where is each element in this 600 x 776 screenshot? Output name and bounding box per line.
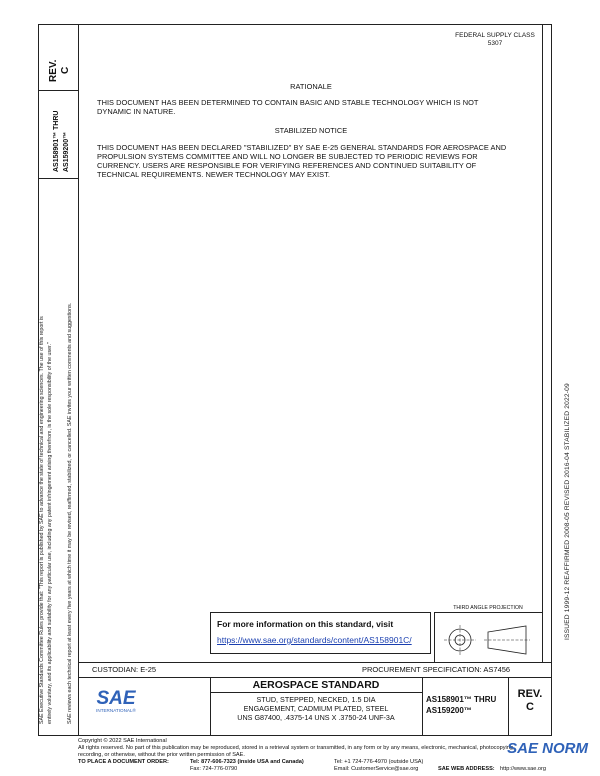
rationale-heading: RATIONALE: [290, 82, 332, 91]
custodian: CUSTODIAN: E-25: [92, 665, 157, 674]
left-column-divider: [78, 24, 79, 736]
projection-label: THIRD ANGLE PROJECTION: [453, 605, 523, 611]
more-info-box: [210, 612, 431, 654]
stabilized-line2: PROPULSION SYSTEMS COMMITTEE AND WILL NO LONGER BE SUBJECTED TO PERIODIC REVIEWS FOR: [97, 152, 478, 161]
rev-vertical: [48, 60, 72, 82]
stabilized-text: [97, 143, 537, 179]
order-phones: [190, 759, 304, 773]
watermark: SAE NORM: [507, 740, 588, 757]
doc-number-vertical: [52, 111, 72, 172]
footer-rights: [78, 738, 554, 759]
more-info-title: For more information on this standard, visit: [217, 619, 394, 629]
sae-logo-icon: [88, 684, 144, 714]
tel-us: Tel: 877-606-7323 (inside USA and Canada): [190, 759, 304, 765]
legal-line2: entirely voluntary, and its applicability and suitability for any particular use, including any patent infringement arising therefrom, is the sole responsibility of the user.": [47, 342, 53, 724]
rights-line1: All rights reserved. No part of this publication may be reproduced, stored in a retrieval system or transmitted, in any form or by any means, electronic, mechanical, photocopying,: [78, 745, 515, 751]
rev-label: REV.: [48, 59, 59, 82]
stabilized-line3: CURRENCY. USERS ARE RESPONSIBLE FOR VERIFYING REFERENCES AND CONTINUED SUITABILITY OF: [97, 161, 477, 170]
stabilized-line1: THIS DOCUMENT HAS BEEN DECLARED "STABILIZED" BY SAE E-25 GENERAL STANDARDS FOR AEROSPACE AND: [97, 143, 507, 152]
desc-line3: UNS G87400, .4375-14 UNS X .3750-24 UNF-3A: [237, 713, 395, 722]
copyright: Copyright © 2022 SAE International: [78, 738, 167, 744]
order-intl: [334, 759, 423, 773]
rationale-text: [97, 98, 537, 116]
fsc-value: 5307: [487, 40, 503, 47]
rev-cell-divider: [38, 90, 78, 91]
part-description: [210, 695, 422, 722]
custodian-top-rule: [78, 662, 552, 663]
procurement-spec: PROCUREMENT SPECIFICATION: AS7456: [362, 665, 511, 674]
title-band-rule: [210, 692, 422, 693]
email[interactable]: Email: CustomerService@sae.org: [334, 766, 419, 772]
title-rev-value: C: [526, 701, 534, 713]
title-rev: [508, 688, 552, 714]
standard-link[interactable]: https://www.sae.org/standards/content/AS158901C/: [217, 635, 412, 645]
desc-line2: ENGAGEMENT, CADMIUM PLATED, STEEL: [243, 704, 389, 713]
logo-text: SAE: [96, 688, 136, 709]
right-margin-dates: [564, 383, 572, 640]
desc-line1: STUD, STEPPED, NECKED, 1.5 DIA: [256, 695, 376, 704]
fsc-label: FEDERAL SUPPLY CLASS: [455, 32, 535, 39]
projection-left-rule: [434, 612, 435, 662]
rationale-line1: THIS DOCUMENT HAS BEEN DETERMINED TO CONTAIN BASIC AND STABLE TECHNOLOGY WHICH IS NOT: [97, 98, 479, 107]
dates-text: ISSUED 1999-12 REAFFIRMED 2008-05 REVISED 2016-04 STABILIZED 2022-09: [564, 383, 571, 640]
order-label: TO PLACE A DOCUMENT ORDER:: [78, 759, 169, 765]
logo-subtext: INTERNATIONAL®: [96, 708, 136, 713]
third-angle-projection-icon: [440, 620, 536, 660]
title-rev-label: REV.: [517, 688, 543, 700]
docnum-cell-divider: [38, 178, 78, 179]
stabilized-heading: STABILIZED NOTICE: [274, 126, 348, 135]
stabilized-line4: TECHNICAL REQUIREMENTS. NEWER TECHNOLOGY MAY EXIST.: [97, 170, 330, 179]
custodian-bottom-rule: [78, 677, 552, 678]
web-label: SAE WEB ADDRESS:: [438, 766, 495, 772]
right-column-divider: [542, 24, 543, 662]
legal-line1: SAE Executive Standards Committee Rules provide that: "This report is published by SAE to advance the state of technical and engineering sciences. The use of this report is: [39, 316, 45, 724]
rationale-line2: DYNAMIC IN NATURE.: [97, 107, 176, 116]
legal-line3: SAE reviews each technical report at least every five years at which time it may be revised, reaffirmed, stabilized, or cancelled. SAE invites your written comments and suggestions.: [67, 302, 73, 724]
federal-supply-class: [452, 32, 538, 48]
left-margin-review: [66, 303, 74, 724]
rights-line2: recording, or otherwise, without the prior written permission of SAE.: [78, 752, 245, 758]
doc-number-line2: AS159200™: [63, 131, 70, 172]
left-margin-legal: [38, 316, 54, 724]
category-title: AEROSPACE STANDARD: [252, 679, 380, 691]
web-address[interactable]: http://www.sae.org: [500, 766, 547, 772]
rev-value: C: [60, 66, 71, 74]
tel-intl: Tel: +1 724-776-4970 (outside USA): [334, 759, 424, 765]
title-doc-number: [426, 694, 508, 716]
doc-number-line1: AS158901™ THRU: [53, 110, 60, 172]
title-doc-line1: AS158901™ THRU: [426, 695, 497, 704]
projection-top-rule: [434, 612, 542, 613]
title-doc-line2: AS159200™: [426, 706, 472, 715]
fax: Fax: 724-776-0790: [190, 766, 238, 772]
title-cell-divider: [422, 677, 423, 736]
